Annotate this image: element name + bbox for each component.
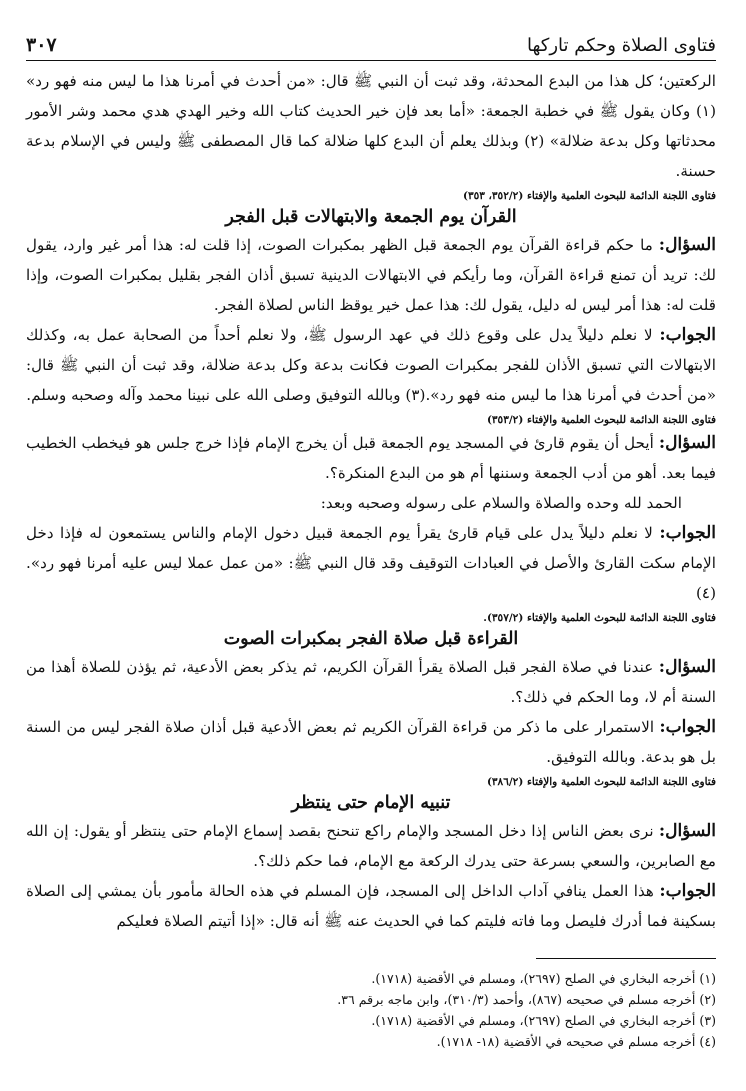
section-source: فتاوى اللجنة الدائمة للبحوث العلمية والإفتاء (٣٥٣/٢) <box>486 414 716 426</box>
page-header <box>26 32 716 56</box>
header-rule <box>26 60 716 61</box>
section-title: تنبيه الإمام حتى ينتظر <box>291 793 451 813</box>
section-source: فتاوى اللجنة الدائمة للبحوث العلمية والإفتاء (٣٥٢/٢، ٣٥٣) <box>462 190 716 202</box>
question-label: السؤال: <box>658 657 716 677</box>
opening-praise: الحمد لله وحده والصلاة والسلام على رسوله وصحبه وبعد: <box>320 494 682 512</box>
question-text: عندنا في صلاة الفجر قبل الصلاة يقرأ القرآن الكريم، ثم يذكر بعض الأدعية، ثم يؤذن للصلاة أهذا من السنة أم لا، وما الحكم في ذلك؟. <box>26 658 716 706</box>
section-title: القراءة قبل صلاة الفجر بمكبرات الصوت <box>223 629 519 649</box>
footnote-rule <box>536 958 716 959</box>
question-text: أيحل أن يقوم قارئ في المسجد يوم الجمعة قبل أن يخرج الإمام فإذا خرج جلس هو فيخطب الخطيب فيما بعد. أهو من أدب الجمعة وسننها أم هو من البدع المنكرة؟. <box>26 434 716 482</box>
answer-text: لا نعلم دليلاً يدل على وقوع ذلك في عهد الرسول ﷺ، ولا نعلم أحداً من الصحابة عمل به، وكذلك الابتهالات التي تسبق الأذان للفجر بمكبرات الصوت فكانت بدعة وكل بدعة ضلالة، وقد ثبت أن النبي ﷺ قال: «من أحدث في أمرنا هذا ما ليس منه فهو رد».(٣) وبالله التوفيق وصلى الله على نبينا محمد وآله وصحبه وسلم. <box>26 326 716 404</box>
section-source: فتاوى اللجنة الدائمة للبحوث العلمية والإفتاء (٣٥٧/٢). <box>483 612 716 624</box>
footnote: (٣) أخرجه البخاري في الصلح (٢٦٩٧)، ومسلم في الأقضية (١٧١٨). <box>371 1013 716 1028</box>
question-paragraph <box>26 816 716 876</box>
question-label: السؤال: <box>658 235 716 255</box>
footnote: (٤) أخرجه مسلم في صحيحه في الأقضية (١٨- ١٧١٨). <box>436 1034 716 1049</box>
question-paragraph <box>26 652 716 712</box>
answer-paragraph <box>26 320 716 410</box>
question-label: السؤال: <box>658 433 717 453</box>
footnotes <box>26 968 716 1052</box>
answer-text: لا نعلم دليلاً يدل على قيام قارئ يقرأ يوم الجمعة قبيل دخول الإمام والناس يستمعون له فإذا دخل الإمام سكت القارئ والأصل في العبادات التوقيف وقد قال النبي ﷺ: «من عمل عملا ليس عليه أمرنا فهو رد».(٤) <box>26 524 716 602</box>
answer-text: الاستمرار على ما ذكر من قراءة القرآن الكريم ثم بعض الأدعية قبل أذان صلاة الفجر ليس من السنة بل هو بدعة. وبالله التوفيق. <box>26 718 716 766</box>
page-body <box>26 66 716 936</box>
answer-text: هذا العمل ينافي آداب الداخل إلى المسجد، فإن المسلم في هذه الحالة مأمور بأن يمشي إلى الصلاة بسكينة فما أدرك فليصل وما فاته فليتم كما في الحديث عنه ﷺ أنه قال: «إذا أتيتم الصلاة فعليكم <box>26 882 716 930</box>
answer-label: الجواب: <box>659 717 717 737</box>
answer-paragraph <box>26 876 716 936</box>
section-title: القرآن يوم الجمعة والابتهالات قبل الفجر <box>225 207 517 227</box>
answer-label: الجواب: <box>659 881 716 901</box>
footnote: (١) أخرجه البخاري في الصلح (٢٦٩٧)، ومسلم في الأقضية (١٧١٨). <box>371 971 716 986</box>
question-paragraph <box>26 428 716 488</box>
question-text: نرى بعض الناس إذا دخل المسجد والإمام راكع تنحنح بقصد إسماع الإمام حتى ينتظر أو يقول: إن الله مع الصابرين، والسعي بسرعة حتى يدرك الركعة مع الإمام، فما حكم ذلك؟. <box>26 822 716 870</box>
question-text: ما حكم قراءة القرآن يوم الجمعة قبل الظهر بمكبرات الصوت، إذا قلت له: هذا أمر غير وارد، يقول لك: تريد أن تمنع قراءة القرآن، وما رأيكم في الابتهالات الدينية تسبق أذان الفجر بقليل بمكبرات الصوت، وإذا قلت له: هذا أمر ليس له دليل، يقول لك: هذا عمل خير يوقظ الناس لصلاة الفجر. <box>26 236 716 314</box>
question-paragraph <box>26 230 716 320</box>
footnote: (٢) أخرجه مسلم في صحيحه (٨٦٧)، وأحمد (٣١٠/٣)، وابن ماجه برقم ٣٦. <box>337 992 716 1007</box>
answer-paragraph <box>26 518 716 608</box>
answer-label: الجواب: <box>659 325 716 345</box>
running-title: فتاوى الصلاة وحكم تاركها <box>526 35 716 56</box>
section-source: فتاوى اللجنة الدائمة للبحوث العلمية والإفتاء (٣٨٦/٢) <box>486 776 716 788</box>
intro-paragraph: الركعتين؛ كل هذا من البدع المحدثة، وقد ثبت أن النبي ﷺ قال: «من أحدث في أمرنا هذا ما ليس منه فهو رد» (١) وكان يقول ﷺ في خطبة الجمعة: «أما بعد فإن خير الحديث كتاب الله وخير الهدي هدي محمد وشر الأمور محدثاتها وكل بدعة ضلالة» (٢) وبذلك يعلم أن البدع كلها ضلالة كما قال المصطفى ﷺ وليس في الإسلام بدعة حسنة. <box>26 72 716 180</box>
answer-paragraph <box>26 712 716 772</box>
page-number: ٣٠٧ <box>26 34 57 56</box>
question-label: السؤال: <box>658 821 717 841</box>
answer-label: الجواب: <box>659 523 716 543</box>
